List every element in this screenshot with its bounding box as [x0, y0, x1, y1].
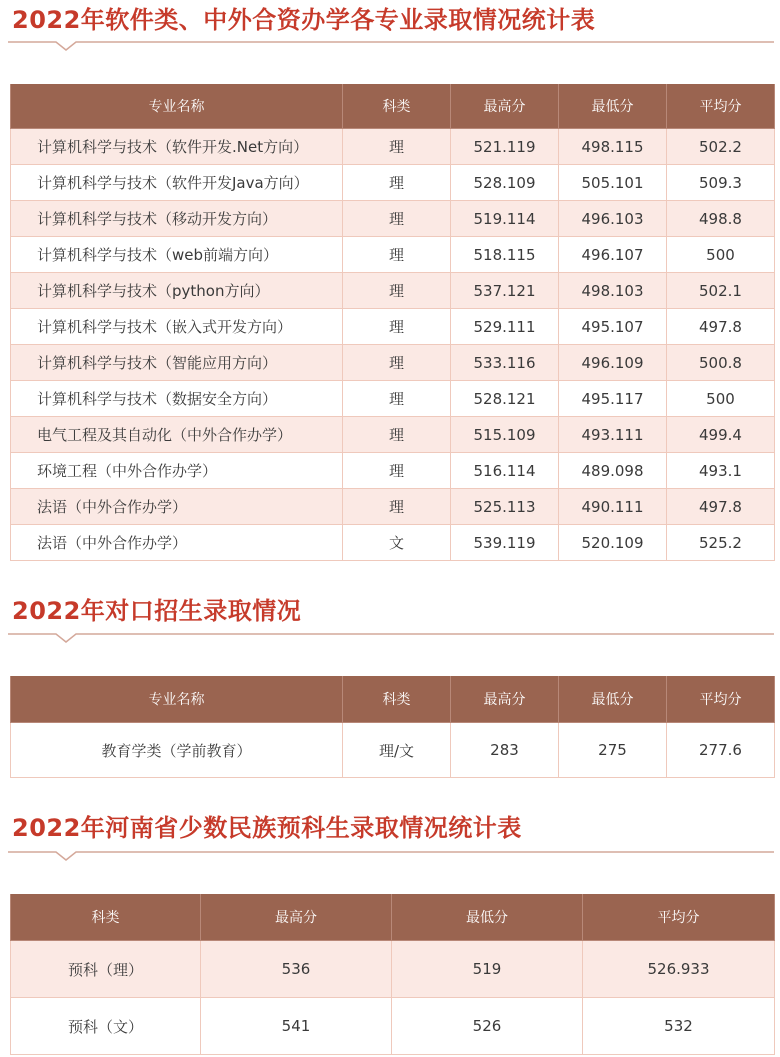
header-major-name: 专业名称: [11, 676, 343, 723]
cell-min-score: 493.111: [559, 417, 667, 453]
cell-min-score: 519: [392, 941, 583, 998]
table-row: [11, 309, 775, 345]
cell-major-name: 法语（中外合作办学）: [11, 489, 343, 525]
table-row: [11, 417, 775, 453]
cell-min-score: 520.109: [559, 525, 667, 561]
table-row: [11, 453, 775, 489]
header-avg-score: 平均分: [667, 676, 775, 723]
header-category: 科类: [343, 676, 451, 723]
cell-min-score: 496.107: [559, 237, 667, 273]
cell-category: 理: [343, 417, 451, 453]
table-row: [11, 345, 775, 381]
cell-major-name: 计算机科学与技术（软件开发.Net方向）: [11, 129, 343, 165]
cell-min-score: 490.111: [559, 489, 667, 525]
table-row: [11, 723, 775, 778]
cell-major-name: 计算机科学与技术（嵌入式开发方向）: [11, 309, 343, 345]
cell-max-score: 515.109: [451, 417, 559, 453]
cell-avg-score: 526.933: [583, 941, 775, 998]
table-row: [11, 237, 775, 273]
cell-major-name: 计算机科学与技术（软件开发Java方向）: [11, 165, 343, 201]
cell-max-score: 537.121: [451, 273, 559, 309]
cell-major-name: 计算机科学与技术（web前端方向）: [11, 237, 343, 273]
cell-max-score: 521.119: [451, 129, 559, 165]
cell-min-score: 489.098: [559, 453, 667, 489]
cell-category: 预科（文）: [11, 998, 201, 1055]
cell-max-score: 519.114: [451, 201, 559, 237]
cell-min-score: 495.117: [559, 381, 667, 417]
section-divider: [8, 36, 774, 56]
cell-avg-score: 500: [667, 381, 775, 417]
header-max-score: 最高分: [451, 84, 559, 129]
cell-avg-score: 509.3: [667, 165, 775, 201]
cell-avg-score: 502.2: [667, 129, 775, 165]
table-header-row: [11, 84, 775, 129]
cell-min-score: 496.109: [559, 345, 667, 381]
cell-avg-score: 277.6: [667, 723, 775, 778]
section-title-vocational: 2022年对口招生录取情况: [12, 597, 302, 625]
ethnic-preparatory-table: [10, 894, 775, 1055]
cell-major-name: 计算机科学与技术（python方向）: [11, 273, 343, 309]
cell-max-score: 536: [201, 941, 392, 998]
table-row: [11, 381, 775, 417]
cell-major-name: 电气工程及其自动化（中外合作办学）: [11, 417, 343, 453]
header-min-score: 最低分: [559, 84, 667, 129]
cell-max-score: 528.109: [451, 165, 559, 201]
cell-max-score: 528.121: [451, 381, 559, 417]
cell-avg-score: 498.8: [667, 201, 775, 237]
cell-max-score: 541: [201, 998, 392, 1055]
cell-min-score: 505.101: [559, 165, 667, 201]
cell-category: 理: [343, 165, 451, 201]
cell-category: 理: [343, 381, 451, 417]
table-row: [11, 998, 775, 1055]
cell-category: 理: [343, 273, 451, 309]
table-row: [11, 165, 775, 201]
header-max-score: 最高分: [201, 894, 392, 941]
cell-category: 理: [343, 309, 451, 345]
section-title-ethnic-preparatory: 2022年河南省少数民族预科生录取情况统计表: [12, 814, 522, 842]
cell-avg-score: 502.1: [667, 273, 775, 309]
header-min-score: 最低分: [559, 676, 667, 723]
cell-category: 理: [343, 345, 451, 381]
table-header-row: [11, 894, 775, 941]
table-row: [11, 201, 775, 237]
section-divider: [8, 846, 774, 866]
cell-max-score: 518.115: [451, 237, 559, 273]
cell-avg-score: 532: [583, 998, 775, 1055]
table-row: [11, 489, 775, 525]
cell-category: 理: [343, 201, 451, 237]
cell-avg-score: 500.8: [667, 345, 775, 381]
cell-category: 理: [343, 129, 451, 165]
cell-min-score: 275: [559, 723, 667, 778]
cell-major-name: 计算机科学与技术（数据安全方向）: [11, 381, 343, 417]
cell-category: 理/文: [343, 723, 451, 778]
header-avg-score: 平均分: [583, 894, 775, 941]
header-category: 科类: [11, 894, 201, 941]
cell-max-score: 516.114: [451, 453, 559, 489]
table-row: [11, 525, 775, 561]
cell-min-score: 498.115: [559, 129, 667, 165]
cell-category: 理: [343, 489, 451, 525]
cell-avg-score: 525.2: [667, 525, 775, 561]
cell-major-name: 计算机科学与技术（移动开发方向）: [11, 201, 343, 237]
cell-min-score: 495.107: [559, 309, 667, 345]
software-admission-table: [10, 84, 775, 561]
vocational-admission-table: [10, 676, 775, 778]
cell-major-name: 教育学类（学前教育）: [11, 723, 343, 778]
header-avg-score: 平均分: [667, 84, 775, 129]
cell-avg-score: 500: [667, 237, 775, 273]
header-max-score: 最高分: [451, 676, 559, 723]
cell-major-name: 计算机科学与技术（智能应用方向）: [11, 345, 343, 381]
cell-avg-score: 497.8: [667, 309, 775, 345]
cell-category: 预科（理）: [11, 941, 201, 998]
cell-max-score: 529.111: [451, 309, 559, 345]
cell-min-score: 496.103: [559, 201, 667, 237]
header-min-score: 最低分: [392, 894, 583, 941]
cell-category: 理: [343, 237, 451, 273]
section-divider: [8, 628, 774, 648]
header-category: 科类: [343, 84, 451, 129]
cell-category: 文: [343, 525, 451, 561]
cell-max-score: 525.113: [451, 489, 559, 525]
cell-avg-score: 493.1: [667, 453, 775, 489]
cell-major-name: 法语（中外合作办学）: [11, 525, 343, 561]
table-row: [11, 273, 775, 309]
cell-category: 理: [343, 453, 451, 489]
table-row: [11, 129, 775, 165]
cell-avg-score: 497.8: [667, 489, 775, 525]
cell-max-score: 533.116: [451, 345, 559, 381]
cell-avg-score: 499.4: [667, 417, 775, 453]
cell-major-name: 环境工程（中外合作办学）: [11, 453, 343, 489]
cell-min-score: 498.103: [559, 273, 667, 309]
cell-min-score: 526: [392, 998, 583, 1055]
table-row: [11, 941, 775, 998]
section-title-software: 2022年软件类、中外合资办学各专业录取情况统计表: [12, 6, 596, 34]
cell-max-score: 283: [451, 723, 559, 778]
table-header-row: [11, 676, 775, 723]
header-major-name: 专业名称: [11, 84, 343, 129]
cell-max-score: 539.119: [451, 525, 559, 561]
